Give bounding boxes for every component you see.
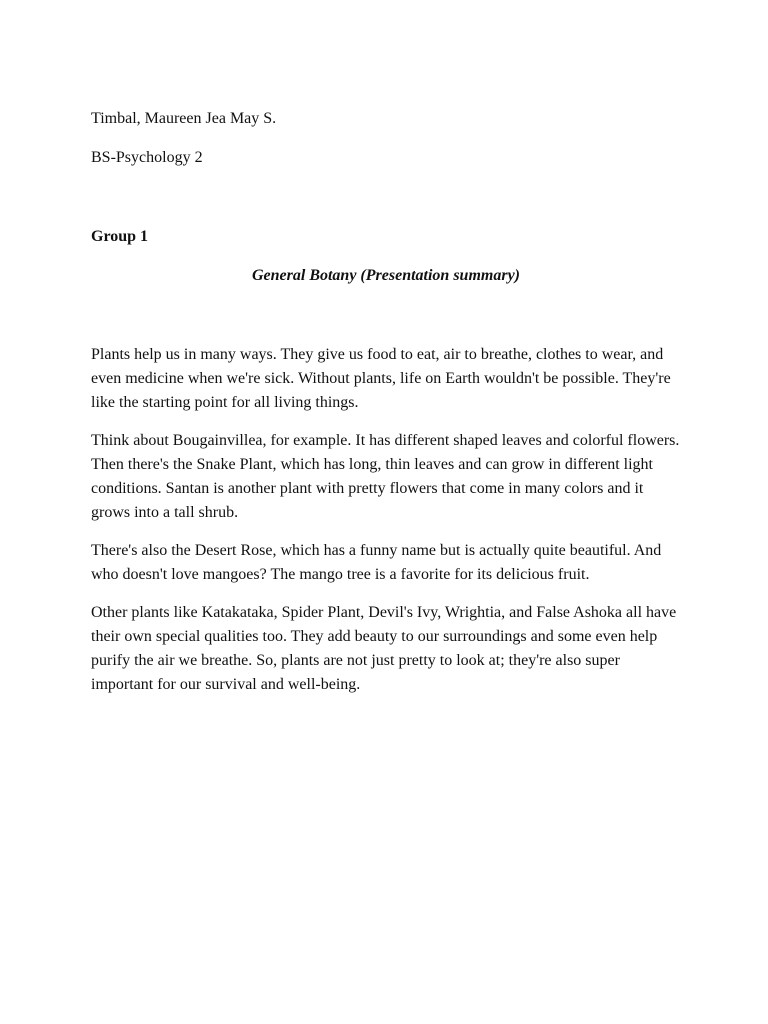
author-name: Timbal, Maureen Jea May S. (91, 110, 277, 127)
program-line: BS-Psychology 2 (91, 149, 203, 166)
paragraph-bougainvillea: Think about Bougainvillea, for example. It has different shaped leaves and colorful flowers. Then there's the Snake Plant, which has long, thin leaves and can grow in different light conditions. Santan is another plant with pretty flowers that come in many colors and it grows into a tall shrub. (91, 432, 680, 521)
body-text (91, 343, 681, 697)
document-content (91, 107, 681, 711)
paragraph-desert-rose: There's also the Desert Rose, which has a funny name but is actually quite beautiful. And who doesn't love mangoes? The mango tree is a favorite for its delicious fruit. (91, 542, 662, 583)
document-title: General Botany (Presentation summary) (251, 267, 520, 284)
paragraph-other-plants: Other plants like Katakataka, Spider Plant, Devil's Ivy, Wrightia, and False Ashoka all have their own special qualities too. They add beauty to our surroundings and some even help purify the air we breathe. So, plants are not just pretty to look at; they're also super important for our survival and well-being. (91, 604, 677, 693)
group-heading: Group 1 (91, 228, 149, 245)
paragraph-plants-help: Plants help us in many ways. They give us food to eat, air to breathe, clothes to wear, and even medicine when we're sick. Without plants, life on Earth wouldn't be possible. They're like the starting point for all living things. (91, 346, 671, 411)
